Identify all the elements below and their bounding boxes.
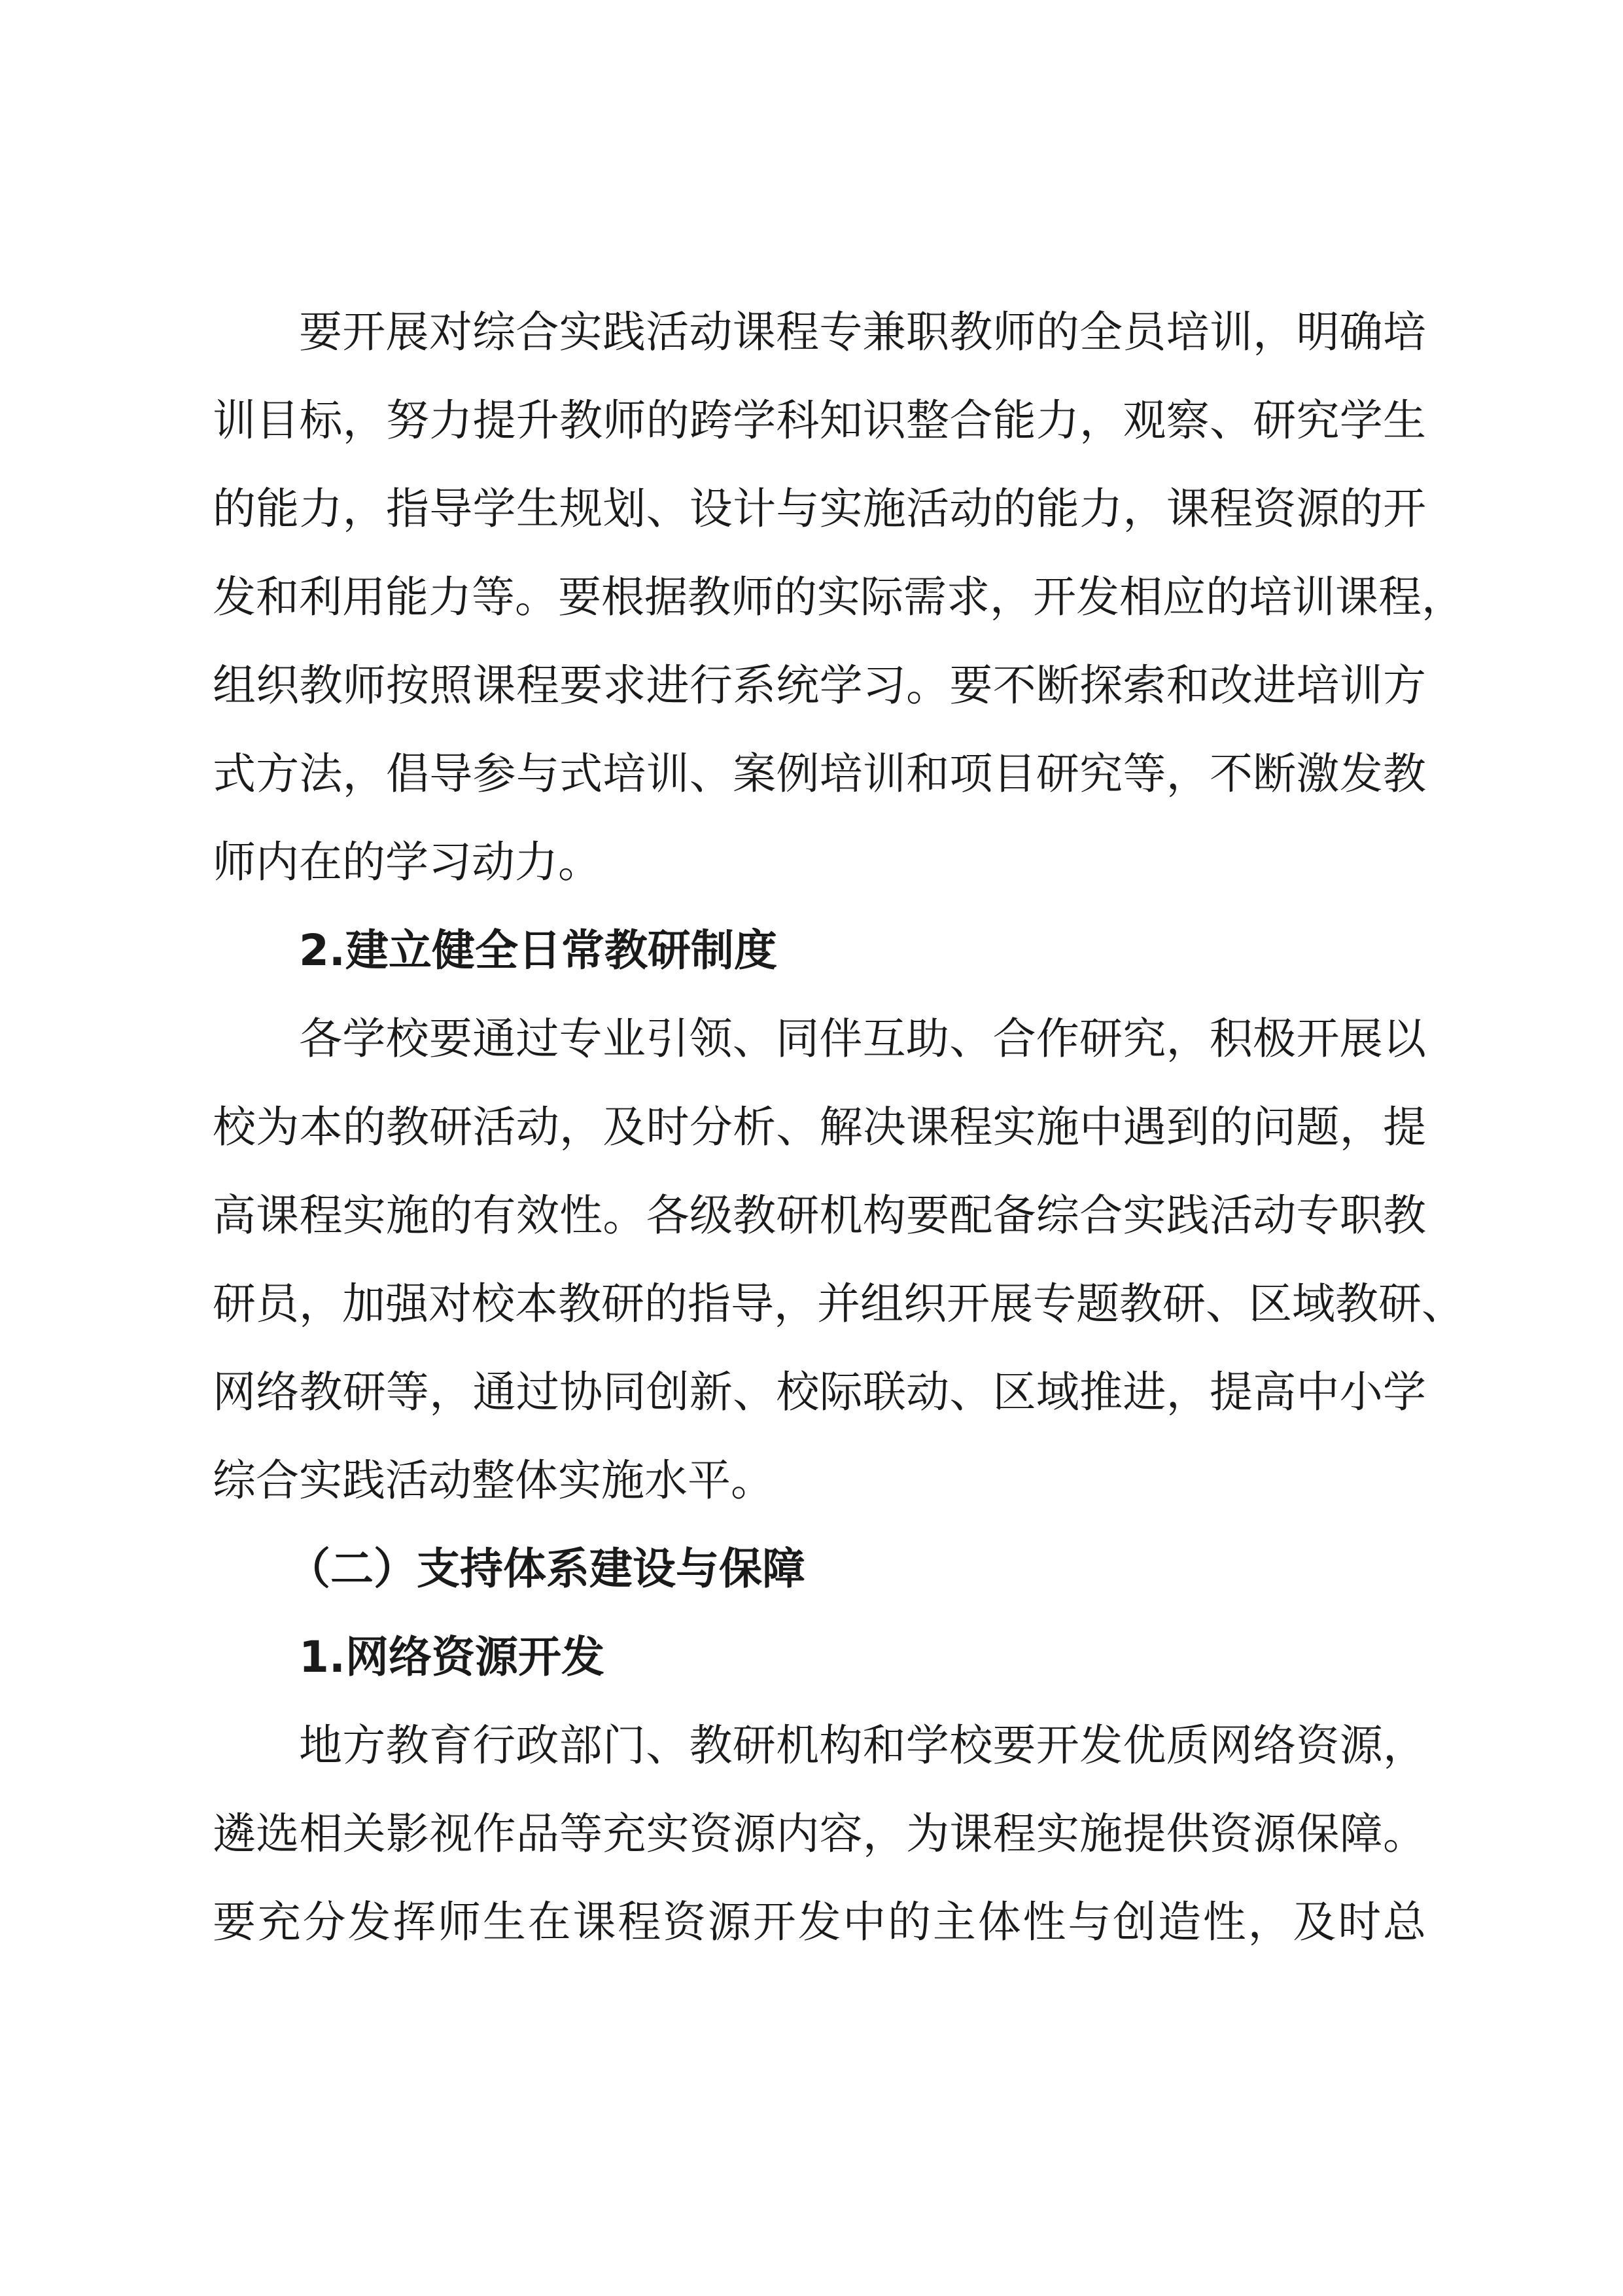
- text-line: 研员，加强对校本教研的指导，并组织开展专题教研、区域教研、: [213, 1279, 1465, 1329]
- paragraph-teacher-training: [213, 288, 1465, 906]
- text-line: 师内在的学习动力。: [213, 837, 601, 887]
- text-line: 式方法，倡导参与式培训、案例培训和项目研究等，不断激发教: [213, 749, 1426, 799]
- document-page: [213, 288, 1465, 1966]
- heading-teaching-research-system: 2.建立健全日常教研制度: [299, 925, 777, 976]
- heading-network-resources: 1.网络资源开发: [299, 1632, 604, 1682]
- text-line: 校为本的教研活动，及时分析、解决课程实施中遇到的问题，提: [213, 1102, 1426, 1152]
- text-line: 组织教师按照课程要求进行系统学习。要不断探索和改进培训方: [213, 660, 1426, 711]
- text-line: 要充分发挥师生在课程资源开发中的主体性与创造性，及时总: [213, 1897, 1426, 1947]
- text-line: 训目标，努力提升教师的跨学科知识整合能力，观察、研究学生: [213, 395, 1426, 446]
- paragraph-school-research: [213, 995, 1465, 1525]
- section-heading-support-system: （二）支持体系建设与保障: [287, 1544, 805, 1594]
- text-line: 网络教研等，通过协同创新、校际联动、区域推进，提高中小学: [213, 1367, 1426, 1417]
- text-line: 高课程实施的有效性。各级教研机构要配备综合实践活动专职教: [213, 1190, 1426, 1241]
- text-line: 要开展对综合实践活动课程专兼职教师的全员培训，明确培: [299, 307, 1426, 357]
- text-line: 的能力，指导学生规划、设计与实施活动的能力，课程资源的开: [213, 484, 1426, 534]
- text-line: 遴选相关影视作品等充实资源内容，为课程实施提供资源保障。: [213, 1809, 1426, 1859]
- paragraph-network-resources: [213, 1701, 1426, 1966]
- text-line: 各学校要通过专业引领、同伴互助、合作研究，积极开展以: [299, 1014, 1426, 1064]
- text-line: 发和利用能力等。要根据教师的实际需求，开发相应的培训课程，: [213, 572, 1465, 622]
- text-line: 地方教育行政部门、教研机构和学校要开发优质网络资源，: [299, 1720, 1426, 1771]
- text-line: 综合实践活动整体实施水平。: [213, 1455, 774, 1506]
